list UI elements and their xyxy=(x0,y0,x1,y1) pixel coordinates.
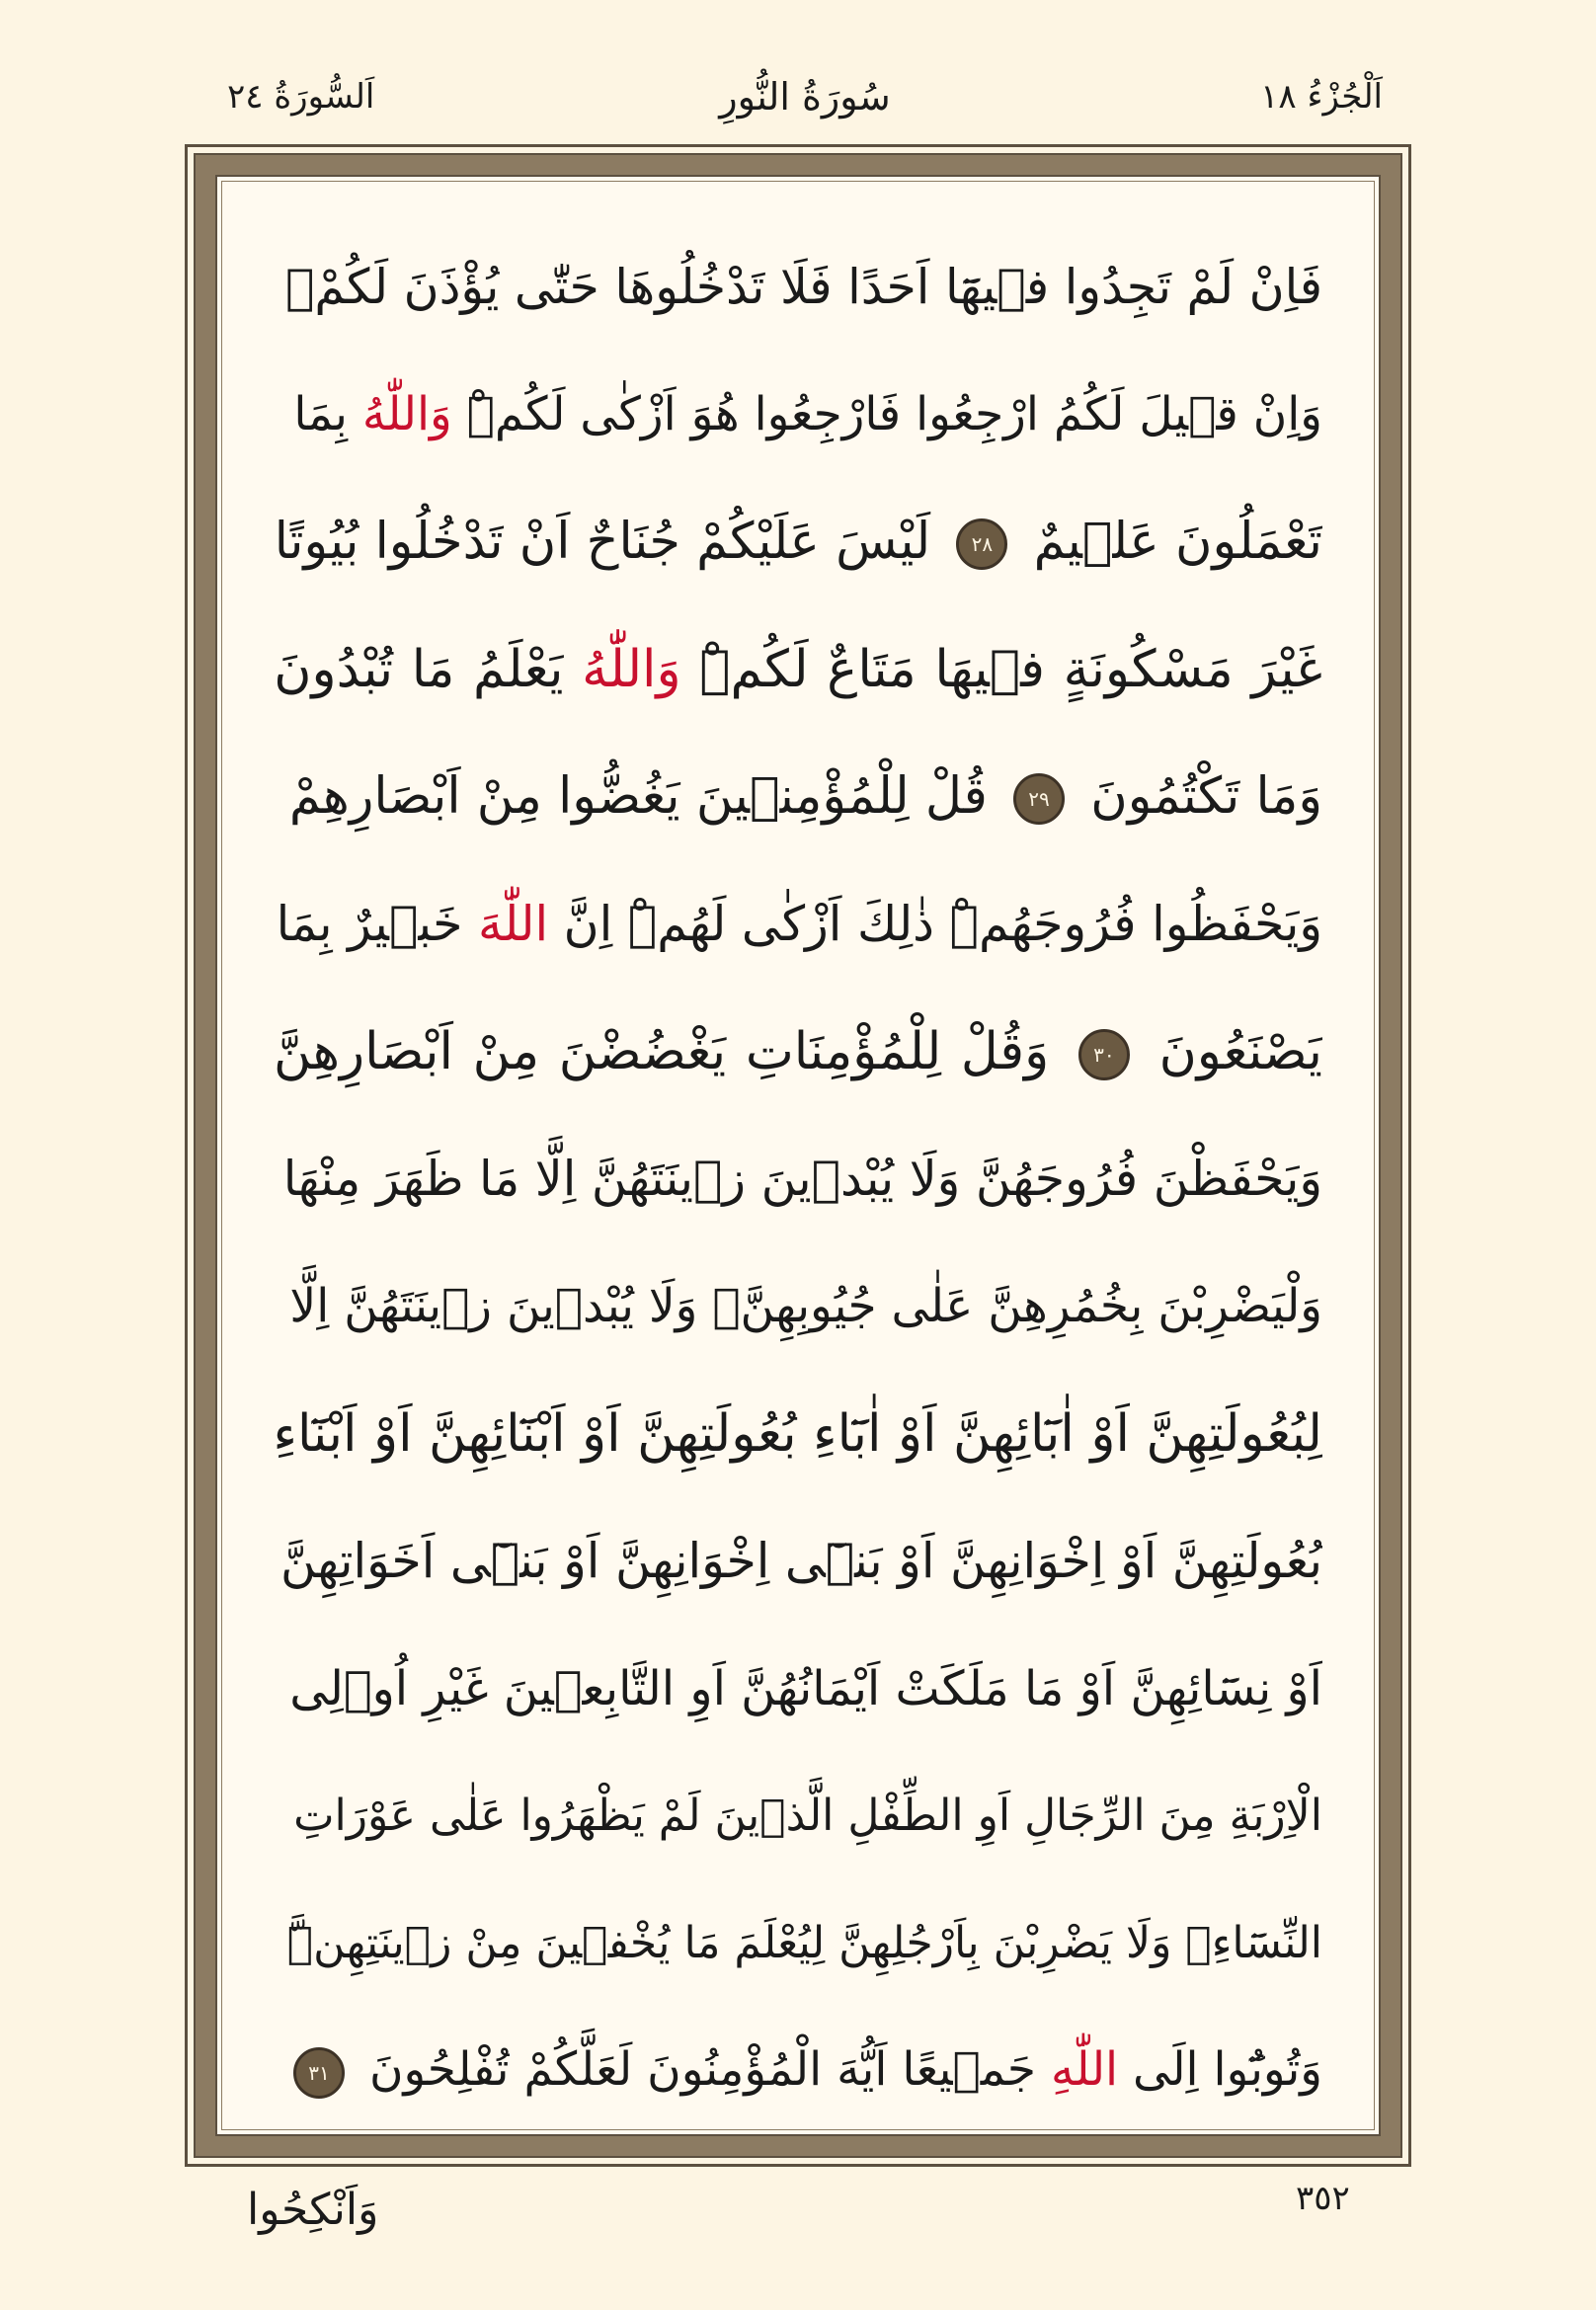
verse-text: تَعْمَلُونَ عَلٖيمٌ xyxy=(1017,513,1322,571)
text-line-content xyxy=(289,1661,1322,1716)
divine-name: اللّٰهَ xyxy=(478,896,549,952)
text-line xyxy=(274,1625,1322,1752)
verse-text: غَيْرَ مَسْكُونَةٍ فٖيهَا مَتَاعٌ لَكُمْۜ xyxy=(680,639,1322,699)
verse-text: قُلْ لِلْمُؤْمِنٖينَ يَغُضُّوا مِنْ اَبْصَارِهِمْ xyxy=(288,767,1004,826)
text-line xyxy=(274,1115,1322,1242)
text-line-content xyxy=(280,1533,1322,1589)
text-line-content xyxy=(274,1022,1322,1081)
text-line-content xyxy=(285,259,1322,315)
verse-text: وَيَحْفَظُوا فُرُوجَهُمْۜ ذٰلِكَ اَزْكٰى لَهُمْۜ اِنَّ xyxy=(548,896,1322,952)
text-line-content xyxy=(289,767,1322,826)
ayah-number-marker: ٣٠ xyxy=(1078,1029,1130,1080)
ayah-number-marker: ٣١ xyxy=(293,2047,345,2099)
text-line-content xyxy=(277,896,1322,952)
text-line xyxy=(274,478,1322,605)
text-line xyxy=(274,2007,1322,2134)
verse-text: وَلْيَضْرِبْنَ بِخُمُرِهِنَّ عَلٰى جُيُوبِهِنَّۖ وَلَا يُبْدٖينَ زٖينَتَهُنَّ اِلَّا xyxy=(289,1279,1322,1333)
verse-text: اَوْ نِسَٓائِهِنَّ اَوْ مَا مَلَكَتْ اَيْمَانُهُنَّ اَوِ التَّابِعٖينَ غَيْرِ اُو۬لِى xyxy=(289,1660,1322,1716)
page-frame xyxy=(185,144,1411,2167)
verse-text: النِّسَٓاءِۖ وَلَا يَضْرِبْنَ بِاَرْجُلِهِنَّ لِيُعْلَمَ مَا يُخْفٖينَ مِنْ زٖينَتِهِنَّۜ xyxy=(286,1918,1322,1968)
text-line-content xyxy=(274,1404,1322,1464)
ayah-number-marker: ٢٩ xyxy=(1013,773,1065,825)
divine-name: وَاللّٰهُ xyxy=(582,639,681,699)
verse-text: بُعُولَتِهِنَّ اَوْ اِخْوَانِهِنَّ اَوْ بَنٖٓى اِخْوَانِهِنَّ اَوْ بَنٖٓى اَخَوَاتِهِنَّ xyxy=(279,1533,1322,1589)
text-line-content xyxy=(274,640,1322,699)
text-line xyxy=(274,860,1322,988)
text-line xyxy=(274,1879,1322,2007)
verse-text: لَيْسَ عَلَيْكُمْ جُنَاحٌ اَنْ تَدْخُلُوا بُيُوتًا xyxy=(274,513,947,571)
verse-text: يَصْنَعُونَ xyxy=(1139,1021,1322,1081)
text-line-content xyxy=(283,1151,1322,1207)
verse-text: لِبُعُولَتِهِنَّ اَوْ اٰبَٓائِهِنَّ اَوْ اٰبَٓاءِ بُعُولَتِهِنَّ اَوْ اَبْنَٓائِهِنَّ اَوْ اَبْنَٓاءِ xyxy=(274,1403,1322,1464)
quran-text-block xyxy=(274,223,1322,2134)
sura-title: سُورَةُ النُّورِ xyxy=(719,75,891,119)
catchword: وَاَنْكِحُوا xyxy=(247,2185,379,2235)
verse-text: وَقُلْ لِلْمُؤْمِنَاتِ يَغْضُضْنَ مِنْ اَبْصَارِهِنَّ xyxy=(274,1021,1069,1081)
verse-text: وَيَحْفَظْنَ فُرُوجَهُنَّ وَلَا يُبْدٖينَ زٖينَتَهُنَّ اِلَّا مَا ظَهَرَ مِنْهَا xyxy=(282,1151,1322,1207)
text-line-content xyxy=(293,387,1322,441)
verse-text: فَاِنْ لَمْ تَجِدُوا فٖيهَٓا اَحَدًا فَلَا تَدْخُلُوهَا حَتّٰى يُؤْذَنَ لَكُمْۚ xyxy=(285,259,1322,315)
text-line xyxy=(274,1242,1322,1370)
verse-text: خَبٖيرٌ بِمَا xyxy=(276,896,479,952)
verse-text: وَتُوبُٓوا اِلَى xyxy=(1118,2042,1322,2098)
verse-text: يَعْلَمُ مَا تُبْدُونَ xyxy=(274,639,583,699)
verse-text: بِمَا xyxy=(293,387,362,441)
text-line xyxy=(274,351,1322,478)
text-line-content xyxy=(287,1918,1322,1968)
text-line-content xyxy=(293,1791,1322,1841)
juz-label: اَلْجُزْءُ ١٨ xyxy=(1260,77,1383,117)
text-line xyxy=(274,1497,1322,1625)
sura-number-label: اَلسُّورَةُ ٢٤ xyxy=(227,77,375,117)
verse-text: وَاِنْ قٖيلَ لَكُمُ ارْجِعُوا فَارْجِعُوا هُوَ اَزْكٰى لَكُمْۜ xyxy=(451,387,1322,441)
page-number: ٣٥٢ xyxy=(1296,2179,1350,2218)
text-line-content xyxy=(289,1279,1322,1333)
divine-name: وَاللّٰهُ xyxy=(361,387,452,441)
verse-text: الْاِرْبَةِ مِنَ الرِّجَالِ اَوِ الطِّفْلِ الَّذٖينَ لَمْ يَظْهَرُوا عَلٰى عَوْرَاتِ xyxy=(293,1791,1322,1841)
text-line xyxy=(274,605,1322,733)
verse-text: وَمَا تَكْتُمُونَ xyxy=(1075,767,1322,826)
text-line xyxy=(274,1752,1322,1879)
text-line-content xyxy=(275,513,1322,571)
text-line xyxy=(274,988,1322,1115)
text-line xyxy=(274,223,1322,351)
divine-name: اللّٰهِ xyxy=(1050,2042,1119,2098)
page-header xyxy=(227,67,1383,136)
frame-inner xyxy=(215,175,1381,2136)
ayah-number-marker: ٢٨ xyxy=(956,518,1007,570)
text-line xyxy=(274,733,1322,860)
text-line-content xyxy=(283,2042,1322,2099)
text-line xyxy=(274,1370,1322,1497)
frame-border-band xyxy=(194,153,1402,2158)
verse-text: جَمٖيعًا اَيُّهَ الْمُؤْمِنُونَ لَعَلَّكُمْ تُفْلِحُونَ xyxy=(355,2042,1051,2098)
